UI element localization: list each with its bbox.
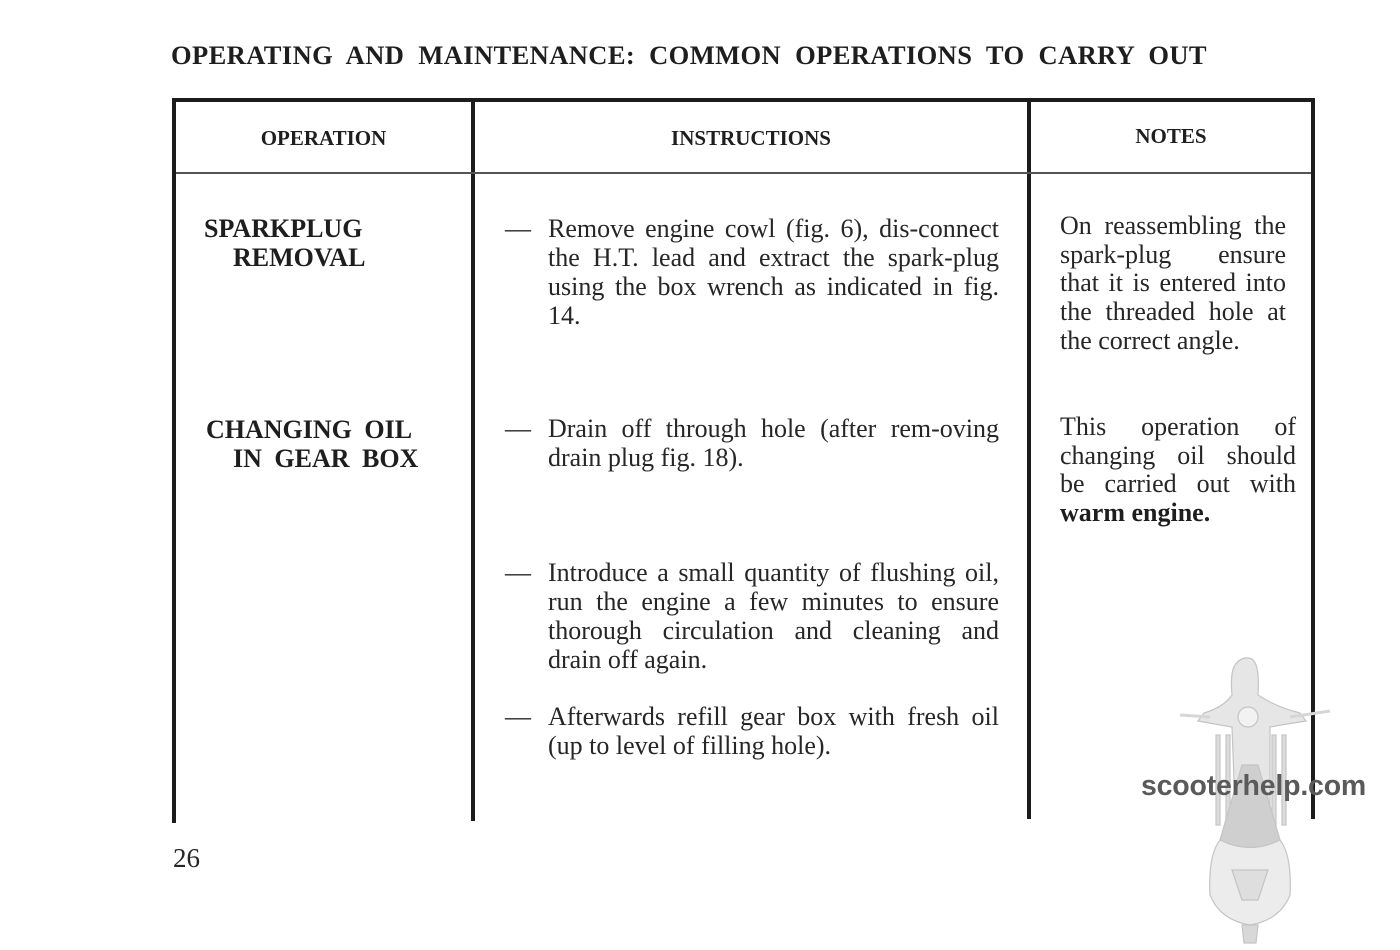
note-text: On reassembling the spark-plug ensure that it is entered into the threaded hole at the correct angle.	[1060, 211, 1286, 355]
note-bold-text: warm engine.	[1060, 498, 1211, 528]
operation-sparkplug-removal	[204, 214, 365, 272]
table-left-border	[172, 98, 176, 823]
note-text: This operation of changing oil should be carried out with	[1060, 412, 1296, 499]
operation-line: SPARKPLUG	[204, 214, 363, 243]
header-operation: OPERATION	[260, 126, 387, 150]
instruction-item	[505, 214, 999, 330]
watermark-text: scooterhelp.com	[1141, 770, 1367, 802]
note-sparkplug	[1060, 212, 1286, 356]
header-instructions: INSTRUCTIONS	[671, 126, 831, 150]
instruction-item	[505, 702, 999, 760]
instruction-text: Afterwards refill gear box with fresh oil (up to level of filling hole).	[548, 702, 999, 760]
instruction-text: Remove engine cowl (fig. 6), dis-connect the H.T. lead and extract the spark-plug using the box wrench as indicated in fig. 14.	[548, 214, 999, 330]
table-top-border	[172, 98, 1315, 102]
operation-changing-oil	[206, 415, 418, 473]
note-changing-oil	[1060, 413, 1296, 528]
table-divider-2	[1027, 100, 1031, 819]
operation-line: REMOVAL	[233, 243, 366, 272]
operation-line: CHANGING OIL	[206, 415, 413, 444]
instruction-item	[505, 414, 999, 472]
instruction-text: Introduce a small quantity of flushing oil, run the engine a few minutes to ensure thorough circulation and cleaning and drain off again.	[548, 558, 999, 674]
header-notes: NOTES	[1135, 124, 1207, 148]
dash-bullet: —	[505, 558, 531, 587]
table-divider-1	[471, 100, 475, 821]
page-title: OPERATING AND MAINTENANCE: COMMON OPERATIONS TO CARRY OUT	[171, 40, 1207, 70]
operation-line: IN GEAR BOX	[233, 444, 419, 473]
dash-bullet: —	[505, 702, 531, 731]
dash-bullet: —	[505, 214, 531, 243]
dash-bullet: —	[505, 414, 531, 443]
page-number: 26	[173, 843, 200, 873]
instruction-text: Drain off through hole (after rem-oving drain plug fig. 18).	[548, 414, 999, 472]
header-divider	[176, 172, 1311, 174]
instruction-item	[505, 558, 999, 674]
